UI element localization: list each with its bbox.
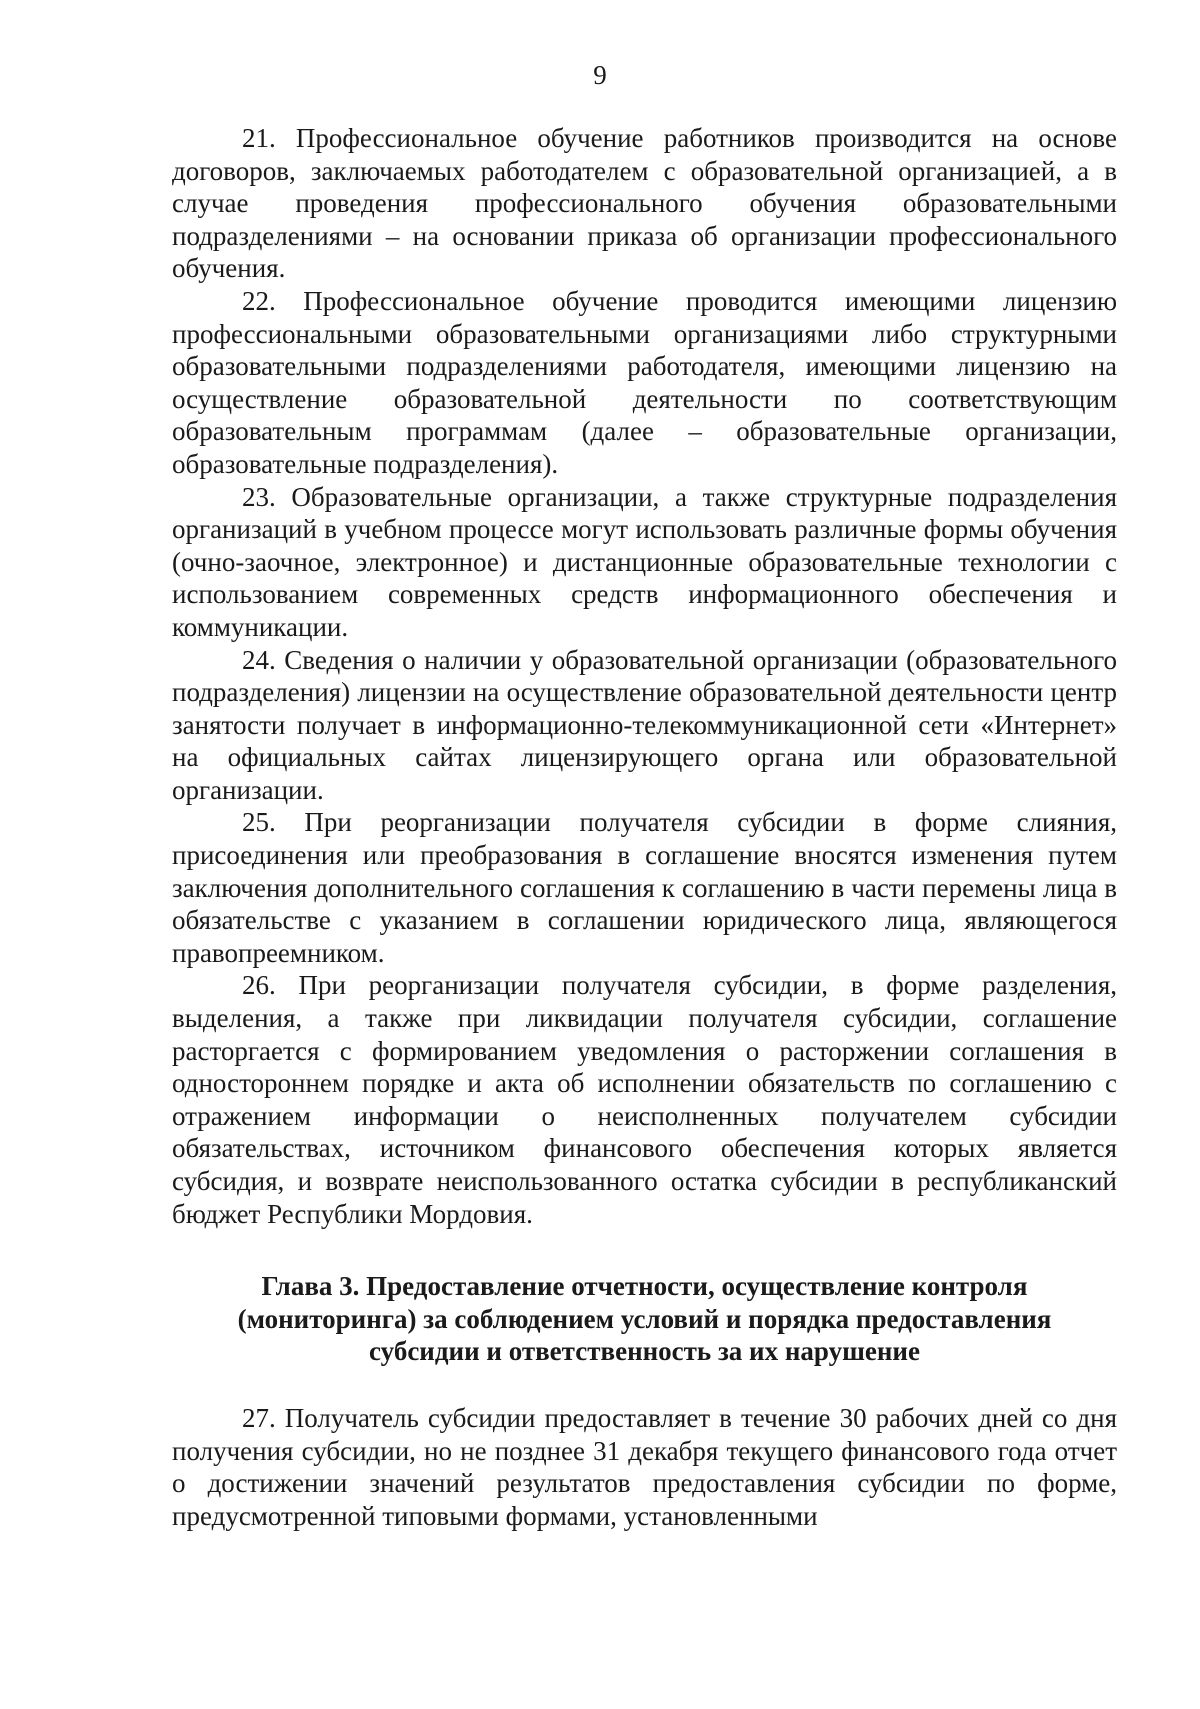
paragraph-25: 25. При реорганизации получателя субсидии в форме слияния, присоединения или преобразования в соглашение вносятся изменения путем заключения дополнительного соглашения к соглашению в части перемены лица в обязательстве с указанием в соглашении юридического лица, являющегося правопреемником.: [172, 807, 1117, 968]
chapter-heading-line: Глава 3. Предоставление отчетности, осуществление контроля: [261, 1271, 1028, 1302]
paragraph-24: 24. Сведения о наличии у образовательной организации (образовательного подразделения) лицензии на осуществление образовательной деятельности центр занятости получает в информационно-телекоммуникационной сети «Интернет» на официальных сайтах лицензирующего органа или образовательной организации.: [172, 644, 1117, 805]
page-number: 9: [593, 60, 607, 90]
chapter-heading-line: субсидии и ответственность за их нарушение: [369, 1336, 920, 1367]
paragraph-22: 22. Профессиональное обучение проводится имеющими лицензию профессиональными образовательными организациями либо структурными образовательными подразделениями работодателя, имеющими лицензию на осуществление образовательной деятельности по соответствующим образовательным программам (далее – образовательные организации, образовательные подразделения).: [172, 285, 1117, 479]
document-body: [172, 122, 1117, 1532]
chapter-heading: [172, 1270, 1117, 1368]
paragraph-23: 23. Образовательные организации, а также структурные подразделения организаций в учебном процессе могут использовать различные формы обучения (очно-заочное, электронное) и дистанционные образовательные технологии с использованием современных средств информационного обеспечения и коммуникации.: [172, 481, 1117, 642]
paragraph-21: 21. Профессиональное обучение работников производится на основе договоров, заключаемых работодателем с образовательной организацией, а в случае проведения профессионального обучения образовательными подразделениями – на основании приказа об организации профессионального обучения.: [172, 123, 1117, 284]
paragraph-26: 26. При реорганизации получателя субсидии, в форме разделения, выделения, а также при ликвидации получателя субсидии, соглашение расторгается с формированием уведомления о расторжении соглашения в одностороннем порядке и акта об исполнении обязательств по соглашению с отражением информации о неисполненных получателем субсидии обязательствах, источником финансового обеспечения которых является субсидия, и возврате неиспользованного остатка субсидии в республиканский бюджет Республики Мордовия.: [172, 970, 1117, 1229]
paragraph-27: 27. Получатель субсидии предоставляет в течение 30 рабочих дней со дня получения субсидии, но не позднее 31 декабря текущего финансового года отчет о достижении значений результатов предоставления субсидии по форме, предусмотренной типовыми формами, установленными: [172, 1402, 1117, 1531]
chapter-heading-line: (мониторинга) за соблюдением условий и порядка предоставления: [237, 1303, 1052, 1334]
